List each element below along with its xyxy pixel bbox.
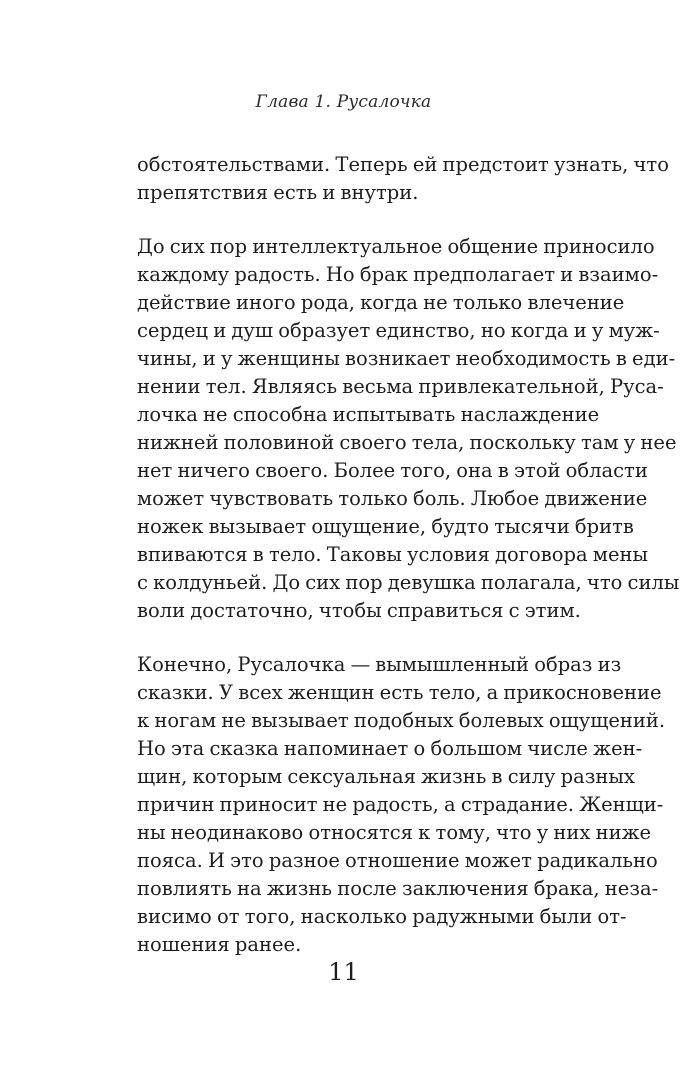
text-line: действие иного рода, когда не только влечение <box>137 291 625 314</box>
text-line: каждому радость. Но брак предполагает и взаимо- <box>137 263 659 286</box>
text-line: Конечно, Русалочка — вымышленный образ из <box>137 653 622 676</box>
text-line: нижней половиной своего тела, поскольку там у нее <box>137 431 677 454</box>
text-line: ножек вызывает ощущение, будто тысячи бритв <box>137 515 634 538</box>
paragraph <box>137 151 669 207</box>
text-line: лочка не способна испытывать наслаждение <box>137 403 600 426</box>
text-line: висимо от того, насколько радужными были от- <box>137 905 627 928</box>
text-line: чины, и у женщины возникает необходимость в еди- <box>137 347 676 370</box>
text-line: нет ничего своего. Более того, она в этой области <box>137 459 648 482</box>
text-line: к ногам не вызывает подобных болевых ощущений. <box>137 709 666 732</box>
text-line: сказки. У всех женщин есть тело, а прикосновение <box>137 681 662 704</box>
text-line: щин, которым сексуальная жизнь в силу разных <box>137 765 635 788</box>
text-line: ны неодинаково относятся к тому, что у них ниже <box>137 821 652 844</box>
text-line: До сих пор интеллектуальное общение приносило <box>137 235 655 258</box>
text-line: Но эта сказка напоминает о большом числе жен- <box>137 737 643 760</box>
text-line: воли достаточно, чтобы справиться с этим. <box>137 599 581 622</box>
text-line: причин приносит не радость, а страдание. Женщи- <box>137 793 664 816</box>
text-line: сердец и душ образует единство, но когда и у муж- <box>137 319 660 342</box>
paragraph-spacer <box>137 625 567 651</box>
running-head: Глава 1. Русалочка <box>255 92 432 112</box>
paragraph <box>137 651 666 959</box>
text-line: препятствия есть и внутри. <box>137 181 419 204</box>
paragraph <box>137 233 680 625</box>
text-line: обстоятельствами. Теперь ей предстоит узнать, что <box>137 153 669 176</box>
text-line: может чувствовать только боль. Любое движение <box>137 487 648 510</box>
text-line: повлиять на жизнь после заключения брака, неза- <box>137 877 659 900</box>
page-number: 11 <box>328 958 359 986</box>
body-text <box>137 151 680 959</box>
paragraph-spacer <box>137 207 567 233</box>
text-line: пояса. И это разное отношение может радикально <box>137 849 658 872</box>
text-line: впиваются в тело. Таковы условия договора мены <box>137 543 648 566</box>
text-line: ношения ранее. <box>137 933 302 956</box>
text-line: с колдуньей. До сих пор девушка полагала, что силы <box>137 571 680 594</box>
text-line: нении тел. Являясь весьма привлекательной, Руса- <box>137 375 664 398</box>
